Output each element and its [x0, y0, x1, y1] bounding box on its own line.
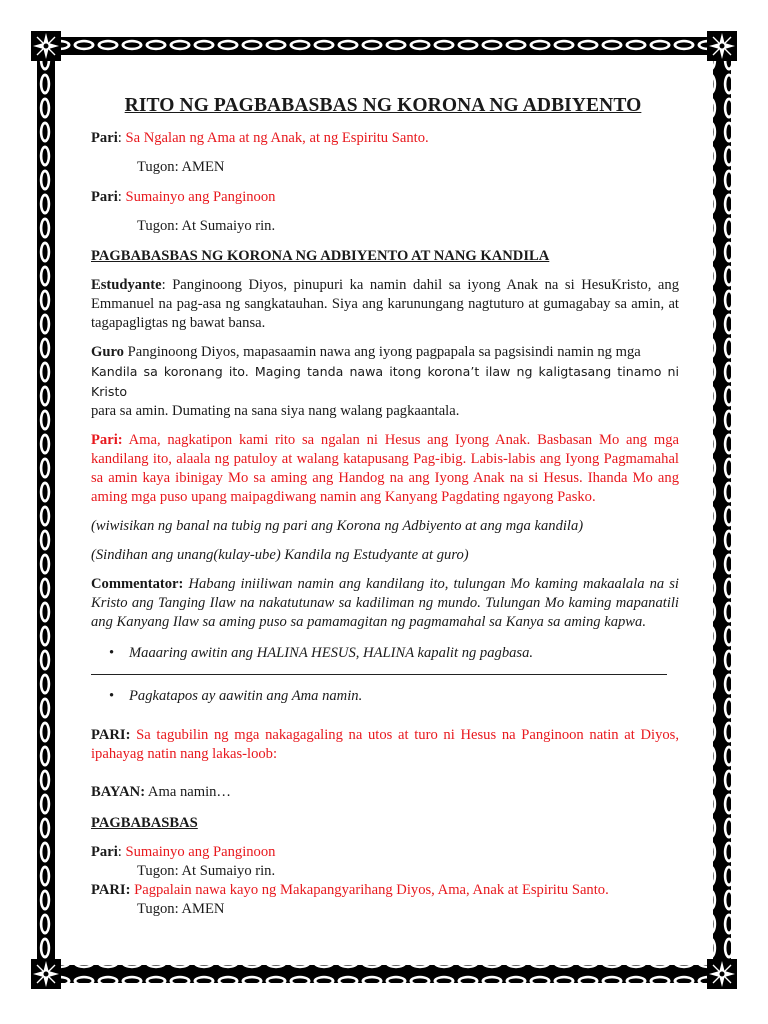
page-title: RITO NG PAGBABASBAS NG KORONA NG ADBIYENTO — [124, 95, 642, 116]
document-body — [91, 95, 679, 919]
pari-text: Sumainyo ang Panginoon — [125, 189, 276, 205]
rubric-sprinkle: (wiwisikan ng banal na tubig ng pari ang Korona ng Adbiyento at ang mga kandila) — [91, 518, 584, 534]
song-note-list — [91, 644, 679, 663]
response-4: Tugon: AMEN — [137, 901, 225, 917]
bayan-text: Ama namin… — [147, 784, 232, 800]
role-pari: Pari — [91, 844, 118, 860]
role-pari: PARI: — [91, 727, 131, 743]
pari-text: Sumainyo ang Panginoon — [125, 844, 276, 860]
guro-paragraph — [91, 343, 679, 421]
commentator-text: Habang iniiliwan namin ang kandilang ito, tulungan Mo kaming makaalala na si Kristo ang Tanging Ilaw na nakatutunaw sa kadiliman ng mundo. Tulungan Mo kaming mapanatili ang Kanyang Ilaw sa aming puso sa pamamagitan ng pagmamahal sa Kanya sa aming kapwa. — [91, 576, 679, 630]
pari-line-2: Pari: Sumainyo ang Panginoon — [91, 189, 276, 205]
role-pari: Pari — [91, 189, 118, 205]
section-heading-pagbabasbas: PAGBABASBAS — [91, 815, 198, 831]
pari-invitation-text: Sa tagubilin ng mga nakagagaling na utos at turo ni Hesus na Panginoon natin at Diyos, ipahayag natin nang lakas-loob: — [91, 727, 679, 762]
role-bayan: BAYAN: — [91, 784, 146, 800]
horizontal-divider — [91, 674, 667, 675]
role-estudyante: Estudyante — [91, 277, 162, 293]
commentator-paragraph — [91, 575, 679, 632]
response-2: Tugon: At Sumaiyo rin. — [137, 218, 276, 234]
response-1: Tugon: AMEN — [137, 159, 225, 175]
role-commentator: Commentator: — [91, 576, 184, 592]
rubric-light-candle: (Sindihan ang unang(kulay-ube) Kandila ng Estudyante at guro) — [91, 547, 469, 563]
role-pari: PARI: — [91, 882, 131, 898]
pari-final-blessing — [91, 881, 679, 900]
section-heading: PAGBABASBAS NG KORONA NG ADBIYENTO AT NANG KANDILA — [91, 248, 550, 264]
list-item: • Maaaring awitin ang HALINA HESUS, HALINA kapalit ng pagbasa. — [129, 644, 679, 663]
estudyante-paragraph: Estudyante: Panginoong Diyos, pinupuri ka namin dahil sa iyong Anak na si HesuKristo, ang Emmanuel na pag-asa ng sangkatauhan. Siya ang karunungang nagtuturo at gumagabay sa amin, at tagapagligtas ng bawat bansa. — [91, 277, 679, 331]
role-guro: Guro — [91, 344, 124, 360]
pari-text: Sa Ngalan ng Ama at ng Anak, at ng Espiritu Santo. — [125, 130, 429, 146]
bayan-line — [91, 783, 679, 802]
response-3: Tugon: At Sumaiyo rin. — [137, 863, 276, 879]
pari-line-1: Pari: Sa Ngalan ng Ama at ng Anak, at ng Espiritu Santo. — [91, 130, 429, 146]
guro-text-b: Kandila sa koronang ito. Maging tanda nawa itong korona’t ilaw ng kaligtasang tinamo ni Kristo — [91, 364, 679, 399]
pari-blessing-text: Ama, nagkatipon kami rito sa ngalan ni Hesus ang Iyong Anak. Basbasan Mo ang mga kandilang ito, alaala ng patuloy at walang katapusang Pag-ibig. Labis-labis ang Iyong Pagmamahal sa amin kaya ibinigay Mo sa aming ang Handog na ang Iyong Anak na si Hesus. Ihanda Mo ang aming mga puso upang maipagdiwang namin ang Kanyang Pagdating ngayong Pasko. — [91, 432, 679, 505]
song-note-list-2 — [91, 687, 679, 706]
estudyante-text: Panginoong Diyos, pinupuri ka namin dahil sa iyong Anak na si HesuKristo, ang Emmanuel na pag-asa ng sangkatauhan. Siya ang karunungang nagtuturo at gumagabay sa amin, at tagapagligtas ng bawat bansa. — [91, 277, 679, 331]
guro-text-a: Panginoong Diyos, mapasaamin nawa ang iyong pagpapala sa pagsisindi namin ng mga — [127, 344, 641, 360]
pari-invitation-paragraph — [91, 726, 679, 764]
role-pari: Pari: — [91, 432, 123, 448]
role-pari: Pari — [91, 130, 118, 146]
pari-final-text: Pagpalain nawa kayo ng Makapangyarihang Diyos, Ama, Anak at Espiritu Santo. — [134, 882, 609, 898]
guro-text-c: para sa amin. Dumating na sana siya nang walang pagkaantala. — [91, 403, 460, 419]
list-item: • Pagkatapos ay aawitin ang Ama namin. — [129, 687, 679, 706]
pari-line-3: Pari: Sumainyo ang Panginoon — [91, 844, 276, 860]
pari-blessing-paragraph — [91, 431, 679, 507]
